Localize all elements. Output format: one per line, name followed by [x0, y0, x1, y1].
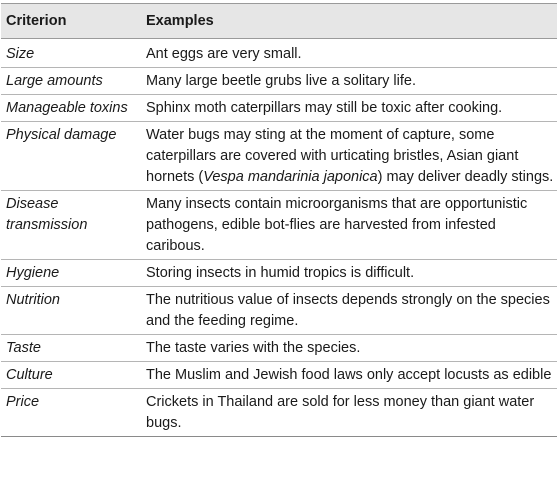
table-row [1, 335, 557, 362]
criterion-cell: Physical damage [1, 122, 141, 191]
example-cell [141, 122, 557, 191]
example-cell: Sphinx moth caterpillars may still be toxic after cooking. [141, 95, 557, 122]
example-text: ) may deliver deadly stings. [377, 169, 554, 185]
table-row [1, 95, 557, 122]
table-row [1, 287, 557, 335]
example-cell: The taste varies with the species. [141, 335, 557, 362]
header-examples: Examples [141, 4, 557, 39]
table-row [1, 68, 557, 95]
criterion-cell: Manageable toxins [1, 95, 141, 122]
header-criterion: Criterion [1, 4, 141, 39]
species-name: Vespa mandarinia japonica [203, 169, 378, 185]
example-cell: Storing insects in humid tropics is difficult. [141, 260, 557, 287]
example-cell: Many insects contain microorganisms that are opportunistic pathogens, edible bot-flies are harvested from infested caribous. [141, 191, 557, 260]
criterion-cell: Hygiene [1, 260, 141, 287]
table-row [1, 122, 557, 191]
example-cell: The nutritious value of insects depends strongly on the species and the feeding regime. [141, 287, 557, 335]
example-cell: Crickets in Thailand are sold for less money than giant water bugs. [141, 389, 557, 437]
criterion-cell: Size [1, 39, 141, 68]
example-text: Water bugs may sting at the moment of capture, some caterpillars are covered with urticating bristles, Asian giant hornets ( [146, 127, 519, 185]
table-row [1, 191, 557, 260]
table-row [1, 39, 557, 68]
criterion-cell: Nutrition [1, 287, 141, 335]
table-row [1, 389, 557, 437]
table-row [1, 260, 557, 287]
criterion-cell: Disease transmission [1, 191, 141, 260]
criterion-cell: Large amounts [1, 68, 141, 95]
criterion-cell: Price [1, 389, 141, 437]
example-cell: Many large beetle grubs live a solitary life. [141, 68, 557, 95]
table-row [1, 362, 557, 389]
criteria-table-container [0, 3, 559, 504]
example-cell: The Muslim and Jewish food laws only accept locusts as edible [141, 362, 557, 389]
example-cell: Ant eggs are very small. [141, 39, 557, 68]
criteria-table [1, 3, 557, 437]
table-header-row [1, 4, 557, 39]
criterion-cell: Culture [1, 362, 141, 389]
criterion-cell: Taste [1, 335, 141, 362]
